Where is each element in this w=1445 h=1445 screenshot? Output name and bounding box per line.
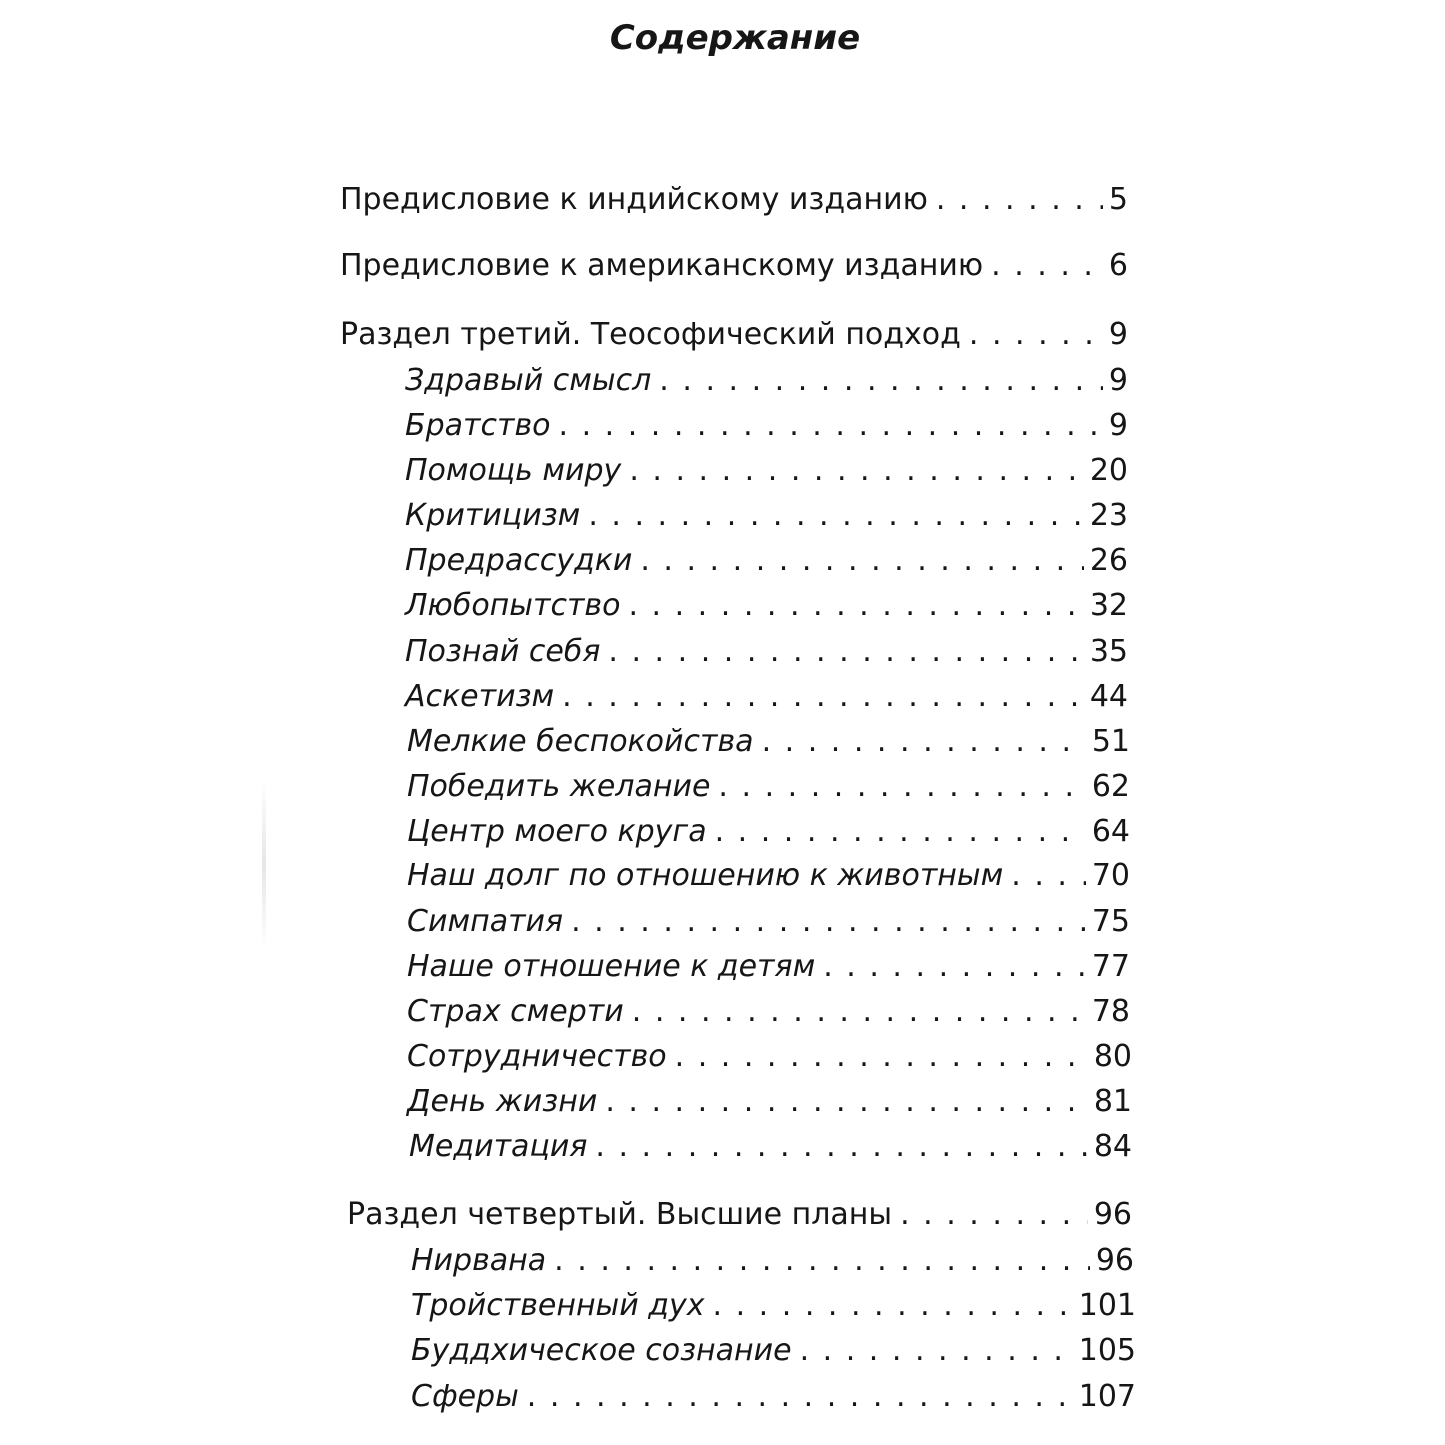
toc-dot-leader: [659, 359, 1103, 403]
toc-dot-leader: [632, 990, 1086, 1034]
toc-item[interactable]: [407, 900, 1130, 944]
toc-dot-leader: [762, 720, 1086, 764]
toc-page-number: 96: [1093, 1197, 1132, 1232]
toc-page-number: 101: [1078, 1288, 1136, 1323]
toc-section-three[interactable]: [340, 313, 1128, 357]
toc-item[interactable]: [411, 1239, 1134, 1283]
toc-item[interactable]: [407, 990, 1130, 1034]
toc-dot-leader: [628, 584, 1083, 628]
toc-entry-label: Раздел третий. Теософический подход: [340, 317, 961, 352]
toc-entry-label: Наш долг по отношению к животным: [407, 858, 1004, 893]
toc-dot-leader: [718, 765, 1085, 809]
toc-item[interactable]: [411, 1284, 1136, 1328]
toc-page-number: 105: [1078, 1333, 1136, 1368]
toc-item[interactable]: [407, 945, 1130, 989]
toc-dot-leader: [605, 1080, 1088, 1124]
toc-item[interactable]: [405, 404, 1128, 448]
toc-item[interactable]: [407, 1080, 1132, 1124]
toc-dot-leader: [588, 494, 1084, 538]
toc-page-number: 35: [1089, 634, 1128, 669]
toc-item[interactable]: [405, 494, 1128, 538]
toc-entry-label: Аскетизм: [405, 679, 555, 714]
toc-dot-leader: [595, 1125, 1087, 1169]
toc-dot-leader: [1011, 854, 1086, 898]
toc-entry-label: Нирвана: [411, 1243, 547, 1278]
toc-dot-leader: [936, 178, 1103, 222]
toc-page-number: 107: [1078, 1379, 1136, 1414]
toc-page-number: 78: [1091, 994, 1130, 1029]
toc-item[interactable]: [411, 1375, 1136, 1419]
toc-item[interactable]: [407, 720, 1130, 764]
toc-entry-label: Помощь миру: [405, 453, 622, 488]
toc-entry-label: Медитация: [409, 1129, 588, 1164]
toc-item[interactable]: [407, 1035, 1132, 1079]
toc-page-number: 80: [1093, 1039, 1132, 1074]
toc-entry-label: Предисловие к американскому изданию: [340, 248, 984, 283]
toc-page-number: 84: [1093, 1129, 1132, 1164]
toc-page-number: 51: [1091, 724, 1130, 759]
toc-section-foreword-american[interactable]: [340, 244, 1128, 288]
toc-item[interactable]: [409, 1125, 1132, 1169]
toc-dot-leader: [900, 1193, 1088, 1237]
toc-dot-leader: [562, 675, 1084, 719]
toc-entry-label: Центр моего круга: [407, 814, 707, 849]
toc-dot-leader: [969, 313, 1103, 357]
toc-dot-leader: [608, 630, 1083, 674]
toc-entry-label: Наше отношение к детям: [407, 949, 816, 984]
toc-item[interactable]: [407, 854, 1130, 898]
toc-item[interactable]: [405, 584, 1128, 628]
toc-item[interactable]: [405, 449, 1128, 493]
toc-item[interactable]: [411, 1329, 1136, 1373]
toc-page-number: 96: [1095, 1243, 1134, 1278]
toc-item[interactable]: [405, 630, 1128, 674]
toc-page-number: 81: [1093, 1084, 1132, 1119]
toc-item[interactable]: [407, 765, 1130, 809]
toc-dot-leader: [823, 945, 1086, 989]
toc-entry-label: Буддхическое сознание: [411, 1333, 792, 1368]
toc-entry-label: Предрассудки: [405, 543, 633, 578]
toc-dot-leader: [559, 404, 1103, 448]
toc-page-number: 44: [1089, 679, 1128, 714]
toc-entry-label: Сферы: [411, 1379, 519, 1414]
toc-page-number: 23: [1089, 498, 1128, 533]
toc-entry-label: Здравый смысл: [405, 363, 652, 398]
toc-dot-leader: [629, 449, 1084, 493]
toc-entry-label: Мелкие беспокойства: [407, 724, 754, 759]
toc-dot-leader: [991, 244, 1103, 288]
toc-section-four[interactable]: [347, 1193, 1132, 1237]
toc-entry-label: Победить желание: [407, 769, 711, 804]
toc-page-number: 9: [1108, 363, 1128, 398]
toc-dot-leader: [800, 1329, 1073, 1373]
toc-entry-label: Познай себя: [405, 634, 601, 669]
toc-page-number: 6: [1108, 248, 1128, 283]
toc-entry-label: Любопытство: [405, 588, 621, 623]
toc-entry-label: Раздел четвертый. Высшие планы: [347, 1197, 893, 1232]
toc-item[interactable]: [405, 539, 1128, 583]
toc-item[interactable]: [405, 675, 1128, 719]
toc-page-number: 5: [1108, 182, 1128, 217]
toc-page-number: 62: [1091, 769, 1130, 804]
toc-page-number: 9: [1108, 408, 1128, 443]
toc-page-number: 70: [1091, 858, 1130, 893]
toc-page-number: 77: [1091, 949, 1130, 984]
toc-entry-label: Братство: [405, 408, 551, 443]
toc-dot-leader: [713, 1284, 1073, 1328]
toc-entry-label: Симпатия: [407, 904, 564, 939]
toc-dot-leader: [571, 900, 1086, 944]
toc-page-number: 20: [1089, 453, 1128, 488]
toc-entry-label: Критицизм: [405, 498, 581, 533]
toc-page-number: 32: [1089, 588, 1128, 623]
toc-page-number: 26: [1089, 543, 1128, 578]
scan-artifact: [262, 780, 266, 950]
toc-entry-label: Сотрудничество: [407, 1039, 667, 1074]
toc-section-foreword-indian[interactable]: [340, 178, 1128, 222]
toc-item[interactable]: [407, 810, 1130, 854]
toc-item[interactable]: [405, 359, 1128, 403]
toc-dot-leader: [675, 1035, 1088, 1079]
toc-entry-label: Тройственный дух: [411, 1288, 705, 1323]
toc-page-number: 64: [1091, 814, 1130, 849]
toc-dot-leader: [527, 1375, 1073, 1419]
toc-dot-leader: [640, 539, 1083, 583]
toc-dot-leader: [715, 810, 1086, 854]
toc-page-number: 75: [1091, 904, 1130, 939]
toc-entry-label: Страх смерти: [407, 994, 624, 1029]
page-title: Содержание: [609, 18, 861, 58]
toc-entry-label: Предисловие к индийскому изданию: [340, 182, 928, 217]
toc-entry-label: День жизни: [407, 1084, 598, 1119]
toc-dot-leader: [554, 1239, 1090, 1283]
toc-page-number: 9: [1108, 317, 1128, 352]
